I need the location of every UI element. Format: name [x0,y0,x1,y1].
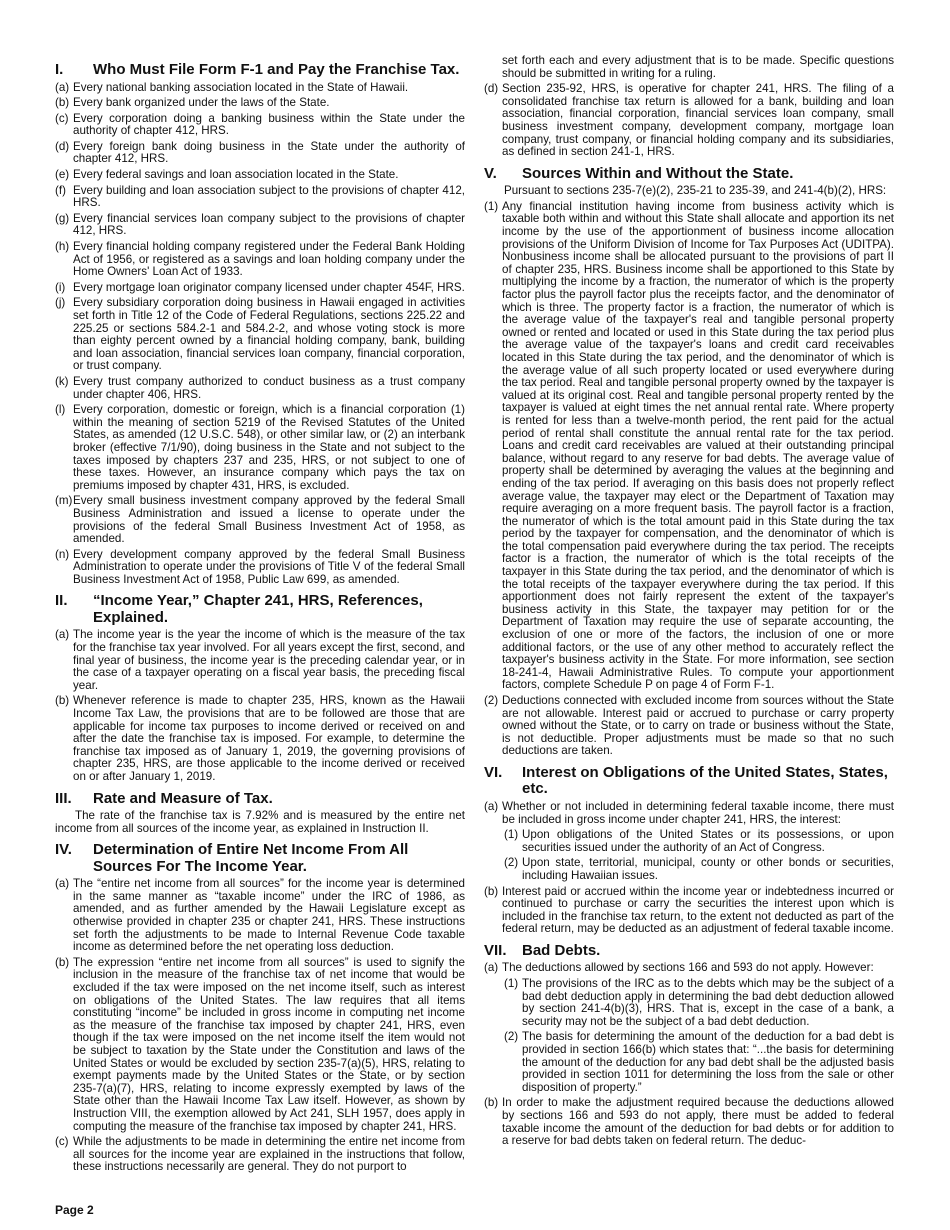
item-text: Every subsidiary corporation doing business in Hawaii engaged in activities set forth in Title 12 of the Code of Federal Regulations, sections 225.22 and 225.25 or sections 584.2-1 and 584.2-2, and whose voting stock is more than eighty percent owned by a financial holding company, bank, building and loan association, financial services loan company, financial corporation, or trust company. [73,296,465,373]
list-item [55,495,465,545]
item-text: Every federal savings and loan association located in the State. [73,168,399,182]
sub-items [484,978,894,1094]
item-label: (h) [55,240,70,254]
list-item [55,695,465,783]
right-column [484,55,894,1151]
list-item [55,185,465,210]
item-text: Whenever reference is made to chapter 235, HRS, known as the Hawaii Income Tax Law, the provisions that are to be followed are those that are applicable for income tax purposes to income derived or received on and after the date the franchise tax is imposed. For example, to determine the franchise tax imposed as of January 1, 2019, the governing provisions of chapter 235, HRS, are those applicable to the income derived or received on or after January 1, 2019. [73,694,465,783]
item-text: The basis for determining the amount of the deduction for a bad debt is provided in section 166(b) which states that: “...the basis for determining the amount of the deduction for any bad debt shall be the adjusted basis provided in section 1011 for determining the loss from the sale or other disposition of property.” [522,1030,894,1094]
list-item [55,169,465,182]
sub-items [484,829,894,882]
item-label: (b) [484,884,499,898]
list-item [55,97,465,110]
item-text: Every financial holding company registered under the Federal Bank Holding Act of 1956, or registered as a savings and loan holding company under the Home Owners' Loan Act of 1933. [73,240,465,279]
list-item [484,962,894,975]
item-text: The provisions of the IRC as to the debts which may be the subject of a bad debt deduction apply in determining the bad debt deduction allowed by section 241-4(b)(3), HRS. That is, except in the case of a bank, a security may not be the subject of a bad debt deduction. [522,977,894,1028]
section-heading [484,765,894,798]
item-text: Upon obligations of the United States or its possessions, or upon securities issued under the authority of an Act of Congress. [522,828,894,854]
item-text: Deductions connected with excluded income from sources without the State are not allowable. Interest paid or accrued to purchase or carry property owned without the State, or to carry on trade or business without the State, is not deductible. Proper adjustments must be made so that no such deductions are taken. [502,694,894,758]
item-label: (d) [55,139,70,153]
list-item [55,213,465,238]
item-label: (g) [55,211,70,225]
section-title: Bad Debts. [522,941,601,959]
section-items [55,878,465,1174]
sub-list-item [504,1031,894,1094]
item-label: (a) [55,628,70,642]
item-text: Every corporation, domestic or foreign, which is a financial corporation (1) within the meaning of section 5219 of the Revised Statutes of the United States, as amended (12 U.S.C. 548), or other similar law, or (2) an interbank broker (effective 7/1/90), doing business in the State and not subject to the taxes imposed by chapters 237 and 235, HRS, or not subject to one of these taxes. However, an insurance company which pays the tax on premiums imposed by chapter 431, HRS, is excluded. [73,403,465,492]
list-item [55,141,465,166]
section-number: IV. [55,841,72,859]
list-item [55,113,465,138]
list-item [55,282,465,295]
section-heading [55,62,465,79]
item-text: Interest paid or accrued within the income year or indebtedness incurred or continued to purchase or carry the securities the interest upon which is included in the franchise tax return, to the extent not deducted as part of the federal return, may be deducted as an adjustment of federal taxable income. [502,884,894,936]
sub-list-item [504,857,894,882]
section-title: Rate and Measure of Tax. [93,789,273,807]
sub-list-item [504,978,894,1028]
item-label: (c) [55,111,69,125]
item-label: (e) [55,168,70,182]
item-text: Every financial services loan company subject to the provisions of chapter 412, HRS. [73,211,465,238]
item-label: (a) [55,877,70,891]
item-text: Every development company approved by the federal Small Business Administration to operate under the provisions of Title V of the federal Small Business Investment Act of 1958, Public Law 699, as amended. [73,547,465,586]
section-title: “Income Year,” Chapter 241, HRS, References, Explained. [93,592,423,626]
item-label: (2) [504,1030,519,1044]
section-heading [484,166,894,183]
list-item [484,201,894,692]
section-heading [55,791,465,808]
item-text: Every national banking association located in the State of Hawaii. [73,80,409,94]
section-number: VII. [484,941,507,959]
section-title: Sources Within and Without the State. [522,164,794,182]
item-text: The income year is the year the income of which is the measure of the tax for the franchise tax year involved. For all years except the first, second, and final year of business, the income year is the preceding calendar year, or in the case of a taxpayer operating on a fiscal year basis, the preceding fiscal year. [73,628,465,692]
section-number: I. [55,61,64,78]
item-text: Section 235-92, HRS, is operative for chapter 241, HRS. The filing of a consolidated franchise tax return is allowed for a bank, building and loan association, financial corporation, financial services loan company, small business investment company, development company, mortgage loan company, trust company, or financial holding company and its subsidiaries, as defined in section 241-1, HRS. [502,82,894,159]
list-item [55,629,465,692]
item-label: (1) [504,977,519,990]
section-items [55,629,465,783]
section-heading [484,943,894,960]
item-text: In order to make the adjustment required because the deductions allowed by sections 166 and 593 do not apply, there must be added to federal taxable income the amount of the deduction for bad debts or for addition to a reserve for bad debts taken on federal return. The deduc- [502,1096,894,1148]
item-label: (1) [484,199,499,213]
list-item [55,82,465,95]
section-title: Determination of Entire Net Income From All Sources For The Income Year. [93,841,409,875]
item-label: (b) [484,1096,499,1110]
item-text: Upon state, territorial, municipal, county or other bonds or securities, including Hawaiian issues. [522,856,894,882]
section-number: II. [55,592,68,610]
section-number: VI. [484,763,503,781]
item-text: Every mortgage loan originator company licensed under chapter 454F, HRS. [73,280,465,294]
list-item [484,886,894,936]
list-item [55,957,465,1133]
list-item [484,695,894,758]
item-label: (c) [55,1135,69,1149]
section-title: Who Must File Form F-1 and Pay the Franchise Tax. [93,61,460,78]
item-label: (b) [55,955,70,969]
section-heading [55,593,465,626]
item-text: Any financial institution having income from business activity which is taxable both within and without this State shall allocate and apportion its net income by the use of the apportionment of business income allocation provisions of the Uniform Division of Income for Tax Purposes Act (UDITPA). Nonbusiness income shall be allocated pursuant to the provisions of part II of chapter 235, HRS. Business income shall be apportioned to this State by multiplying the income by a fraction, the numerator of which is the property factor plus the payroll factor plus the receipts factor, and the denominator of which is three. The property factor is a fraction, the numerator of which is the average value of the taxpayer's real and tangible personal property owned or rented and located or used in this State during the tax period plus the average value of the taxpayer's loans and credit card receivables located in this State during the tax period, and the denominator of which is the average value of all such property located or used everywhere during the tax period. Real and tangible personal property owned by the taxpayer is valued at its original cost. Real and tangible personal property rented by the taxpayer is valued at eight times the net annual rental rate. Where property is rented for less than a twelve-month period, the rent paid for the actual period of rental shall constitute the annual rental rate for the tax period. Loans and credit card receivables are valued at their outstanding principal balance, without regard to any reserve for bad debts. The average value of property shall be determined by averaging the values at the beginning and ending of the tax period. If averaging on this basis does not properly reflect average value, the taxpayer may elect or the Department of Taxation may require averaging on a more frequent basis. The payroll factor is a fraction, the numerator of which is the total amount paid in this State during the tax period by the taxpayer for compensation, and the denominator of which is the total compensation paid everywhere during the tax period. The receipts factor is a fraction, the numerator of which is the total receipts of the taxpayer in this State during the tax period, and the denominator of which is the total receipts of the taxpayer everywhere during the tax period. If this apportionment does not fairly represent the extent of the taxpayer's business activity in this State, the taxpayer may petition for or the Department of Taxation may require the use of separate accounting, the exclusion of one or more of the factors, the inclusion of one or more additional factors, or the use of any other method to accurately reflect the taxpayer's business activity in the State. For more information, see section 18-241-4, Hawaii Administrative Rules. To compute your apportionment factors, complete Schedule P on page 4 of Form F-1. [502,199,894,692]
section-heading [55,842,465,875]
sub-list-item [504,829,894,854]
item-label: (i) [55,280,66,294]
list-item [55,297,465,373]
list-item [55,878,465,954]
list-item [55,404,465,492]
item-text: The expression “entire net income from all sources” is used to signify the inclusion in the measure of the franchise tax of net income that would be excluded if the tax were imposed on the net income itself, such as interest on obligations of the United States. The law requires that all items constituting “income” be included in gross income in computing net income as the measure of the franchise tax imposed by chapter 241, HRS, even though if the tax were imposed on the net income itself the item would not be subject to taxation by the State under the Constitution and laws of the United States or would be excluded by section 235-7(a)(5), HRS, relating to exempt payments made by the United States or the State, or by section 235-7(a)(7), HRS, relating to income expressly exempted by laws of the State other than the Hawaii Income Tax Law itself. However, as shown by Instruction VIII, the exemption allowed by Act 241, SLH 1957, does apply in computing the measure of the franchise tax imposed by chapter 241, HRS. [73,955,465,1133]
item-text: Every bank organized under the laws of the State. [73,96,330,110]
item-text: Every small business investment company approved by the federal Small Business Administration and issued a license to operate under the provisions of the federal Small Business Investment Act of 1958, as amended. [73,494,465,546]
section-paragraph: The rate of the franchise tax is 7.92% and is measured by the entire net income from all sources of the income year, as explained in Instruction II. [55,809,465,835]
item-label: (l) [55,403,66,417]
item-label: (f) [55,183,66,197]
list-item [484,83,894,159]
page-number: Page 2 [55,1203,94,1217]
section-title: Interest on Obligations of the United States, States, etc. [522,763,888,798]
list-item [55,549,465,587]
item-label: (b) [55,96,70,110]
item-label: (a) [484,961,499,975]
section-items [484,201,894,758]
section-number: III. [55,789,72,807]
item-text: Every trust company authorized to conduct business as a trust company under chapter 406, HRS. [73,374,465,401]
continued-text: set forth each and every adjustment that is to be made. Specific questions should be submitted in writing for a ruling. [502,54,894,80]
item-text: The “entire net income from all sources” for the income year is determined in the same manner as “taxable income” under the IRC of 1986, as amended, and as further amended by the Hawaii Legislature except as otherwise provided in chapter 235 or chapter 241, HRS. These instructions set forth the adjustments to be made to Internal Revenue Code taxable income as determined before the net operating loss deduction. [73,877,465,954]
list-item [484,1097,894,1147]
section-items [55,82,465,587]
item-label: (d) [484,82,499,96]
item-label: (2) [484,694,499,707]
item-text: Every foreign bank doing business in the State under the authority of chapter 412, HRS. [73,139,465,166]
item-label: (a) [55,80,70,94]
item-text: Every corporation doing a banking business within the State under the authority of chapter 412, HRS. [73,111,465,138]
item-text: While the adjustments to be made in determining the entire net income from all sources for the income year are explained in the instructions that follow, these instructions necessarily are general. They do not purport to [73,1135,465,1174]
item-label: (2) [504,856,519,870]
item-label: (n) [55,547,70,561]
item-text: Whether or not included in determining federal taxable income, there must be included in gross income under chapter 241, HRS, the interest: [502,799,894,826]
item-label: (j) [55,296,66,310]
section-number: V. [484,164,497,182]
item-label: (a) [484,799,499,813]
item-label: (k) [55,374,69,388]
item-label: (m) [55,494,73,508]
item-label: (1) [504,828,519,842]
list-item [55,376,465,401]
item-label: (b) [55,694,70,708]
left-column [55,55,465,1177]
list-item [55,241,465,279]
list-item [55,1136,465,1174]
list-item [484,801,894,826]
item-text: Every building and loan association subject to the provisions of chapter 412, HRS. [73,183,465,210]
item-text: The deductions allowed by sections 166 and 593 do not apply. However: [502,961,874,975]
section-intro: Pursuant to sections 235-7(e)(2), 235-21 to 235-39, and 241-4(b)(2), HRS: [504,184,887,198]
